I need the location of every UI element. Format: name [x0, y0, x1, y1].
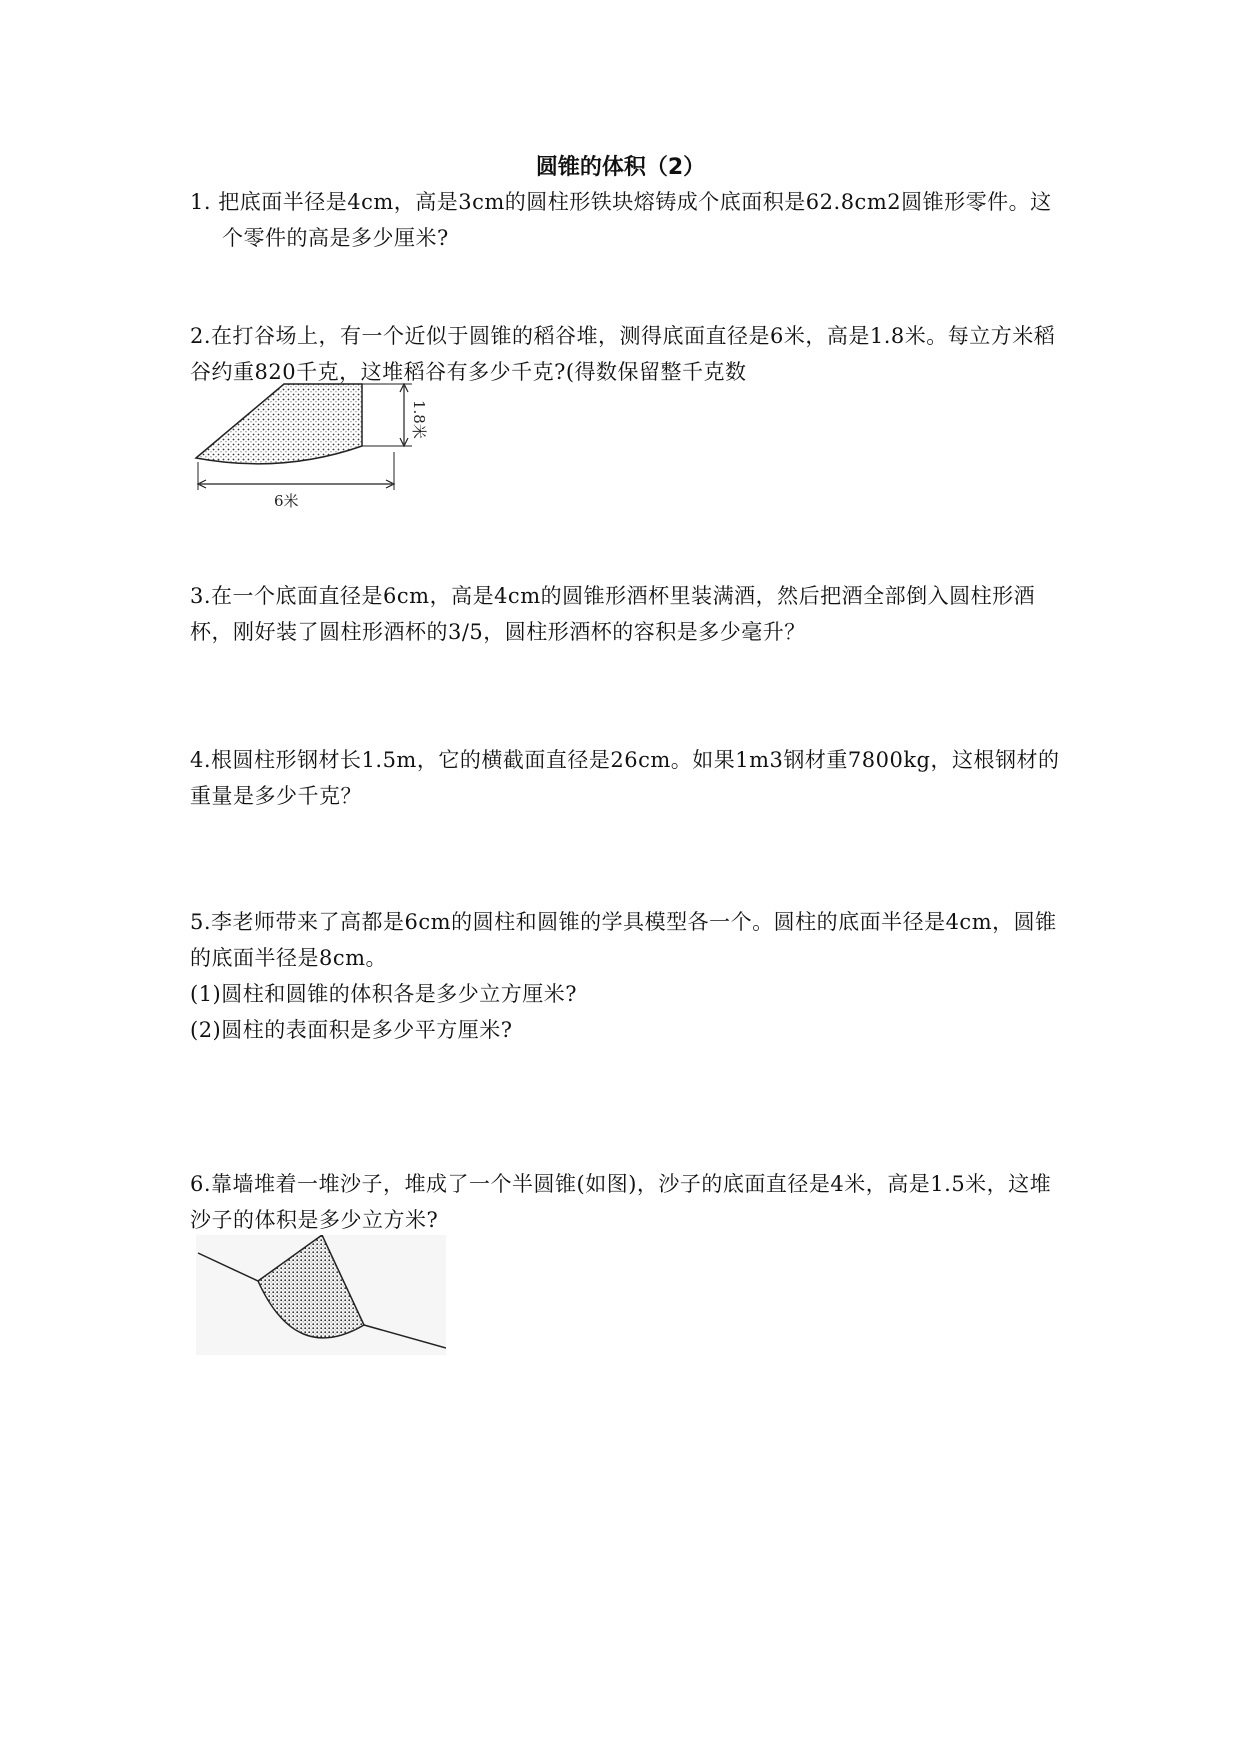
question-6 [190, 1166, 1065, 1238]
sand-half-cone-figure [196, 1235, 446, 1355]
question-4 [190, 742, 1065, 814]
question-1-text: 把底面半径是4cm，高是3cm的圆柱形铁块熔铸成个底面积是62.8cm2圆锥形零件。这个零件的高是多少厘米? [218, 190, 1052, 250]
question-3-text: 3.在一个底面直径是6cm，高是4cm的圆锥形酒杯里装满酒，然后把酒全部倒入圆柱形酒杯，刚好装了圆柱形酒杯的3/5，圆柱形酒杯的容积是多少毫升？ [190, 584, 1036, 644]
question-6-text: 6.靠墙堆着一堆沙子，堆成了一个半圆锥(如图)，沙子的底面直径是4米，高是1.5米，这堆沙子的体积是多少立方米? [190, 1172, 1052, 1232]
height-label: 1.8米 [410, 400, 428, 439]
question-1-number: 1. [190, 190, 212, 214]
question-5 [190, 904, 1065, 1048]
question-1 [190, 184, 1065, 256]
question-4-text: 4.根圆柱形钢材长1.5m，它的横截面直径是26cm。如果1m3钢材重7800kg，这根钢材的重量是多少千克？ [190, 748, 1060, 808]
question-3 [190, 578, 1065, 650]
worksheet-title: 圆锥的体积（2） [535, 155, 706, 180]
rice-pile-cone-figure [192, 378, 452, 518]
question-2-text: 2.在打谷场上，有一个近似于圆锥的稻谷堆，测得底面直径是6米，高是1.8米。每立方米稻谷约重820千克，这堆稻谷有多少千克?(得数保留整千克数 [190, 324, 1056, 384]
cone-pile-shape [196, 384, 362, 464]
question-5-text: 5.李老师带来了高都是6cm的圆柱和圆锥的学具模型各一个。圆柱的底面半径是4cm，圆锥的底面半径是8cm。 [190, 910, 1057, 970]
question-5-sub-2: (2)圆柱的表面积是多少平方厘米? [190, 1018, 513, 1042]
diameter-label: 6米 [274, 492, 299, 510]
question-5-sub-1: (1)圆柱和圆锥的体积各是多少立方厘米? [190, 982, 578, 1006]
